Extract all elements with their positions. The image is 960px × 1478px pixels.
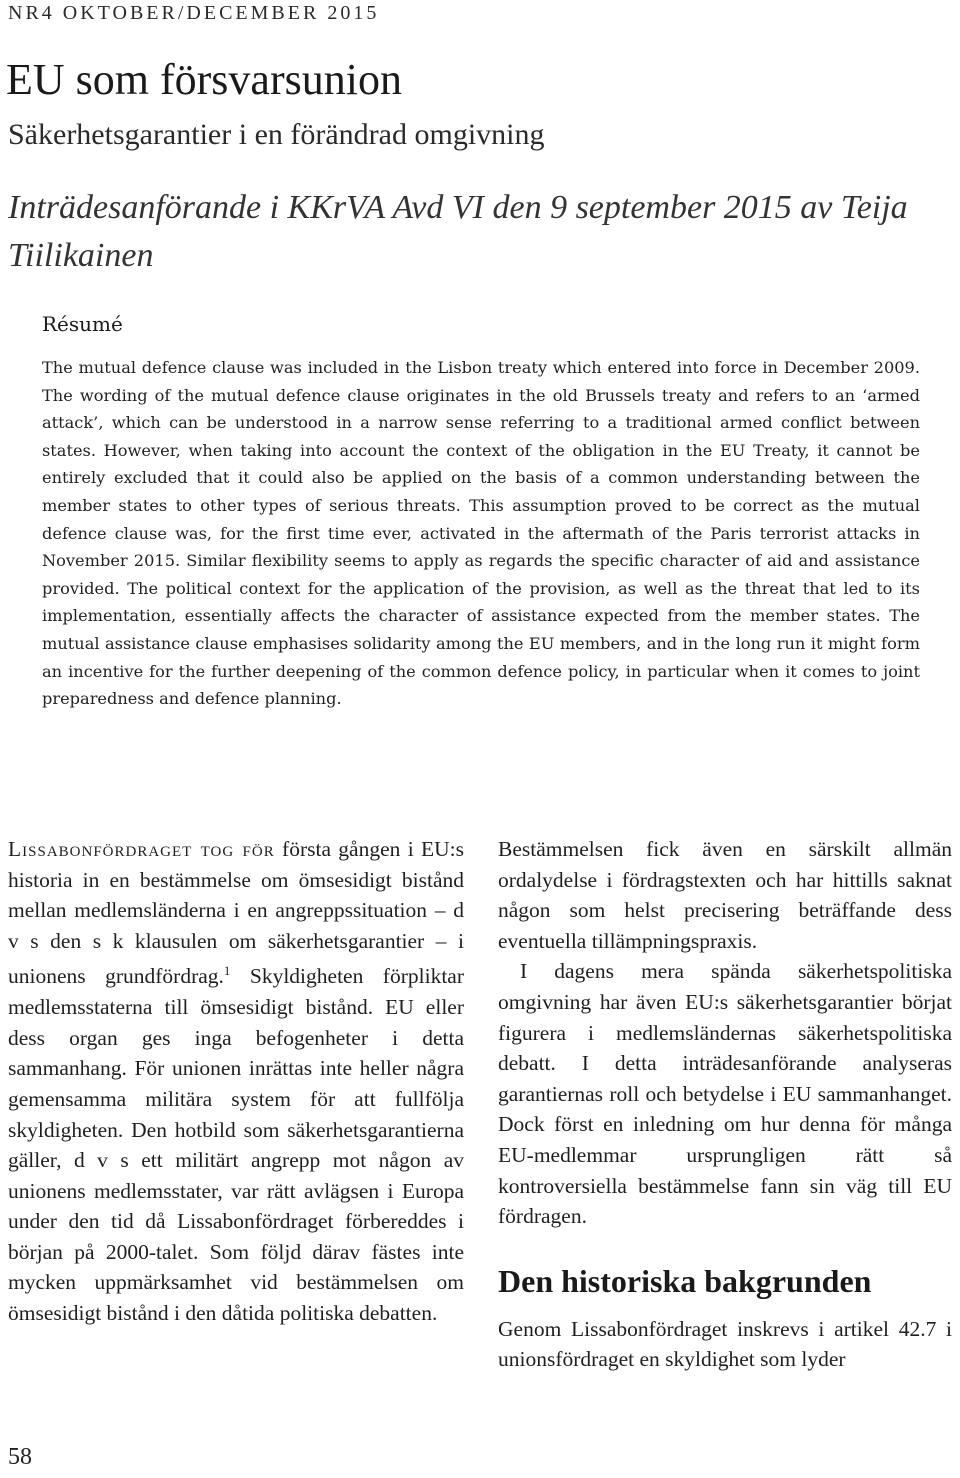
body-column-right (498, 834, 952, 1375)
lead-in-text: Lissabonfördraget tog för (8, 837, 275, 861)
body-paragraph (8, 834, 464, 1329)
section-heading: Den historiska bakgrunden (498, 1262, 872, 1299)
body-text: första gången i EU:s historia in en bestämmelse om ömsesidigt bistånd mellan medlemsländerna i en angreppssituation – d v s den s k klausulen om säkerhetsgarantier – i unionens grundfördrag. (8, 837, 465, 989)
resume-text: The mutual defence clause was included in the Lisbon treaty which entered into force in December 2009. The wording of the mutual defence clause originates in the old Brussels treaty and refers to an ‘armed attack’, which can be understood in a narrow sense referring to a traditional armed conflict between states. However, when taking into account the context of the obligation in the EU Treaty, it cannot be entirely excluded that it could also be applied on the basis of a common understanding between the member states to other types of serious threats. This assumption proved to be correct as the mutual defence clause was, for the first time ever, activated in the aftermath of the Paris terrorist attacks in November 2015. Similar flexibility seems to apply as regards the specific character of aid and assistance provided. The political context for the application of the provision, as well as the threat that led to its implementation, essentially affects the character of assistance expected from the member states. The mutual assistance clause emphasises solidarity among the EU members, and in the long run it might form an incentive for the further deepening of the common defence policy, in particular when it comes to joint preparedness and defence planning. (42, 358, 920, 709)
body-paragraph: Genom Lissabonfördraget inskrevs i artikel 42.7 i unionsfördraget en skyldighet som lyder (498, 1316, 952, 1372)
resume-heading: Résumé (42, 312, 123, 336)
lecture-info: Inträdesanförande i KKrVA Avd VI den 9 september 2015 av Teija Tiilikainen (8, 189, 908, 274)
article-subtitle: Säkerhetsgarantier i en förändrad omgivning (8, 118, 545, 151)
body-text: Skyldigheten förpliktar medlemsstaterna till ömsesidigt bistånd. EU eller dess organ ges inga befogenheter i detta sammanhang. För unionen inrättas inte heller några gemensamma militära system för att fullfölja skyldigheten. Den hotbild som säkerhetsgarantierna gäller, d v s ett militärt angrepp mot någon av unionens medlemsstater, var rätt avlägsen i Europa under den tid då Lissabonfördraget förbereddes i början på 2000-talet. Som följd därav fästes inte mycken uppmärksamhet vid bestämmelsen om ömsesidigt bistånd i den dåtida politiska debatten. (8, 964, 464, 1326)
body-paragraph: I dagens mera spända säkerhetspolitiska omgivning har även EU:s säkerhetsgarantier börjat figurera i medlemsländernas säkerhetspolitiska debatt. I detta inträdesanförande analyseras garantiernas roll och betydelse i EU sammanhanget. Dock först en inledning om hur denna för många EU-medlemmar ursprungligen rätt så kontroversiella bestämmelse fann sin väg till EU fördragen. (498, 959, 952, 1229)
page-number: 58 (8, 1444, 32, 1470)
body-column-left (8, 834, 464, 1329)
body-paragraph: Bestämmelsen fick även en särskilt allmän ordalydelse i fördragstexten och har hittills saknat någon som helst precisering beträffande dess eventuella tillämpningspraxis. (498, 837, 952, 953)
issue-header: NR4 OKTOBER/DECEMBER 2015 (8, 2, 380, 24)
article-title: EU som försvarsunion (6, 55, 402, 104)
footnote-ref[interactable]: 1 (223, 963, 231, 979)
